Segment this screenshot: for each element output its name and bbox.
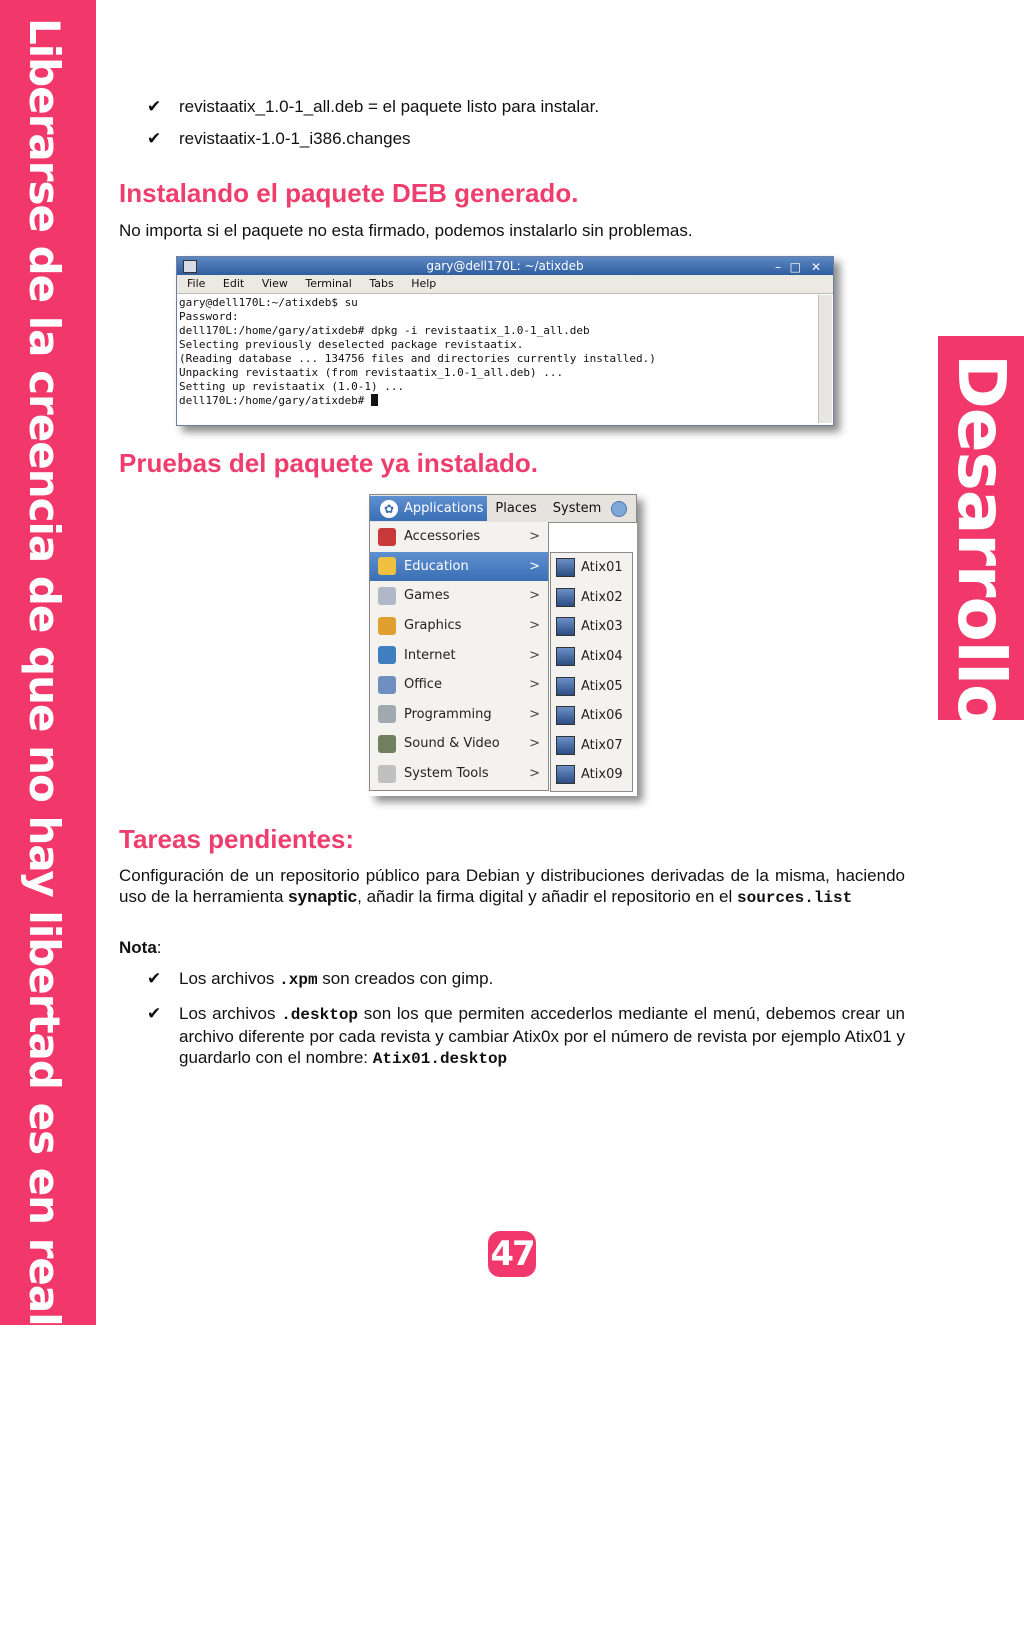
- menu-item-label: System Tools: [404, 766, 489, 782]
- terminal-menubar: [177, 275, 833, 294]
- menu-item-programming[interactable]: [370, 700, 548, 730]
- menu-item-system-tools[interactable]: [370, 759, 548, 789]
- list-item-text: revistaatix_1.0-1_all.deb = el paquete listo para instalar.: [179, 97, 600, 116]
- nota-line: [119, 937, 162, 958]
- nota-check-list: [119, 968, 905, 1070]
- menu-edit[interactable]: Edit: [222, 277, 245, 290]
- nota-label: Nota: [119, 938, 157, 957]
- system-menu-button[interactable]: System: [552, 501, 602, 516]
- terminal-output[interactable]: [177, 294, 833, 408]
- magazine-icon: [556, 677, 575, 696]
- menu-item-label: Internet: [404, 647, 456, 663]
- terminal-title: gary@dell170L: ~/atixdeb: [426, 259, 584, 273]
- terminal-icon: [183, 260, 197, 273]
- menu-file[interactable]: File: [187, 277, 206, 290]
- submenu-item-label: Atix03: [581, 619, 623, 635]
- menu-item-label: Graphics: [404, 618, 462, 634]
- section-tab-label: Desarrollo: [943, 354, 1020, 729]
- magazine-icon: [556, 706, 575, 725]
- vertical-quote: Liberarse de la creencia de que no hay libertad es en realidad ser libre: [20, 18, 69, 1626]
- magazine-icon: [556, 617, 575, 636]
- pending-text-2: , añadir la firma digital y añadir el repositorio en el: [357, 887, 738, 906]
- submenu-item[interactable]: [551, 642, 632, 672]
- chevron-right-icon: >: [529, 588, 540, 604]
- programming-icon: [378, 705, 396, 723]
- graphics-icon: [378, 617, 396, 635]
- menu-item-accessories[interactable]: [370, 522, 548, 552]
- submenu-item-label: Atix07: [581, 737, 623, 753]
- submenu-item[interactable]: [551, 583, 632, 613]
- menu-item-sound-video[interactable]: [370, 729, 548, 759]
- close-icon[interactable]: ✕: [810, 260, 821, 274]
- sources-list-term: sources.list: [737, 889, 853, 907]
- submenu-item[interactable]: [551, 731, 632, 761]
- list-item: [119, 968, 905, 991]
- chevron-right-icon: >: [529, 529, 540, 545]
- gnome-menu: [369, 494, 637, 796]
- heading-tests: Pruebas del paquete ya instalado.: [119, 448, 539, 478]
- gnome-panel: [369, 494, 637, 523]
- submenu-item-label: Atix01: [581, 560, 623, 576]
- top-check-list: [119, 96, 819, 149]
- menu-item-label: Accessories: [404, 529, 481, 545]
- terminal-window: [176, 256, 834, 426]
- menu-item-label: Office: [404, 677, 442, 693]
- magazine-icon: [556, 647, 575, 666]
- checkmark-icon: ✔: [147, 129, 162, 148]
- menu-item-office[interactable]: [370, 670, 548, 700]
- nota-colon: :: [156, 938, 162, 957]
- terminal-line: dell170L:/home/gary/atixdeb# dpkg -i revistaatix_1.0-1_all.deb: [179, 324, 590, 337]
- terminal-line: (Reading database ... 134756 files and directories currently installed.): [179, 352, 656, 365]
- chevron-right-icon: >: [529, 766, 540, 782]
- terminal-line: Selecting previously deselected package revistaatix.: [179, 338, 524, 351]
- menu-help[interactable]: Help: [411, 277, 437, 290]
- cursor: [371, 394, 378, 406]
- applications-menu-button[interactable]: [370, 496, 487, 521]
- heading-pending: Tareas pendientes:: [119, 824, 355, 854]
- submenu-item-label: Atix06: [581, 708, 623, 724]
- checkmark-icon: ✔: [147, 1004, 162, 1023]
- chevron-right-icon: >: [529, 706, 540, 722]
- menu-item-education[interactable]: [370, 552, 548, 582]
- games-icon: [378, 587, 396, 605]
- submenu-item-label: Atix02: [581, 589, 623, 605]
- menu-item-label: Education: [404, 558, 469, 574]
- bullet-text: son creados con gimp.: [317, 969, 494, 988]
- places-menu-button[interactable]: Places: [495, 501, 537, 516]
- submenu-item[interactable]: [551, 760, 632, 790]
- list-item: [119, 1003, 905, 1070]
- install-paragraph: No importa si el paquete no esta firmado, podemos instalarlo sin problemas.: [119, 221, 693, 240]
- checkmark-icon: ✔: [147, 97, 162, 116]
- section-tab: [938, 336, 1024, 729]
- magazine-icon: [556, 558, 575, 577]
- terminal-line: Password:: [179, 310, 239, 323]
- submenu-item[interactable]: [551, 701, 632, 731]
- menu-view[interactable]: View: [261, 277, 288, 290]
- applications-category-list: [369, 522, 549, 791]
- sound-video-icon: [378, 735, 396, 753]
- synaptic-term: synaptic: [288, 887, 358, 906]
- menu-item-graphics[interactable]: [370, 611, 548, 641]
- pending-text-1: Configuración de un repositorio público para Debian y distribuciones derivadas de la misma, haciendo uso de la herramienta: [119, 866, 905, 906]
- education-icon: [378, 557, 396, 575]
- magazine-icon: [556, 736, 575, 755]
- terminal-line: Unpacking revistaatix (from revistaatix_1.0-1_all.deb) ...: [179, 366, 564, 379]
- chevron-right-icon: >: [529, 558, 540, 574]
- gnome-foot-icon: ✿: [380, 500, 398, 518]
- terminal-line: Setting up revistaatix (1.0-1) ...: [179, 380, 405, 393]
- page-number: 47: [488, 1231, 536, 1277]
- terminal-line: dell170L:/home/gary/atixdeb#: [179, 394, 372, 407]
- chevron-right-icon: >: [529, 677, 540, 693]
- left-sidebar: [0, 0, 96, 1626]
- submenu-item-label: Atix09: [581, 767, 623, 783]
- magazine-icon: [556, 765, 575, 784]
- menu-item-label: Sound & Video: [404, 736, 500, 752]
- education-submenu: [550, 552, 633, 792]
- bullet-text: Los archivos: [179, 969, 280, 988]
- chevron-right-icon: >: [529, 647, 540, 663]
- bullet-text: son los que permiten accederlos mediante el menú, debemos crear un archivo diferente por cada revista y cambiar Atix0x por el número de revista por ejemplo Atix01 y guardarlo con el nombre:: [179, 1004, 905, 1067]
- list-item-text: revistaatix-1.0-1_i386.changes: [179, 129, 411, 148]
- desktop-filename: Atix01.desktop: [372, 1050, 508, 1068]
- scissors-icon: [378, 528, 396, 546]
- heading-install: Instalando el paquete DEB generado.: [119, 178, 579, 208]
- submenu-item-label: Atix05: [581, 678, 623, 694]
- xpm-term: .xpm: [279, 971, 318, 989]
- globe-icon: [378, 646, 396, 664]
- list-item: [119, 96, 819, 117]
- menu-item-internet[interactable]: [370, 640, 548, 670]
- minimize-icon[interactable]: –: [775, 260, 781, 274]
- maximize-icon[interactable]: □: [789, 260, 801, 274]
- terminal-titlebar: [177, 257, 833, 275]
- menu-tabs[interactable]: Tabs: [369, 277, 394, 290]
- menu-item-label: Games: [404, 588, 450, 604]
- submenu-item[interactable]: [551, 553, 632, 583]
- applications-label: Applications: [404, 501, 484, 516]
- bullet-text: Los archivos: [179, 1004, 282, 1023]
- submenu-item[interactable]: [551, 612, 632, 642]
- terminal-line: gary@dell170L:~/atixdeb$ su: [179, 296, 358, 309]
- menu-terminal[interactable]: Terminal: [305, 277, 352, 290]
- submenu-item-label: Atix04: [581, 649, 623, 665]
- checkmark-icon: ✔: [147, 969, 162, 988]
- office-icon: [378, 676, 396, 694]
- network-icon: [611, 501, 627, 517]
- system-tools-icon: [378, 765, 396, 783]
- magazine-icon: [556, 588, 575, 607]
- pending-paragraph: [119, 865, 905, 909]
- chevron-right-icon: >: [529, 618, 540, 634]
- menu-item-games[interactable]: [370, 581, 548, 611]
- desktop-term: .desktop: [281, 1006, 359, 1024]
- submenu-item[interactable]: [551, 671, 632, 701]
- terminal-scrollbar[interactable]: [818, 295, 832, 423]
- list-item: [119, 128, 819, 149]
- chevron-right-icon: >: [529, 736, 540, 752]
- menu-item-label: Programming: [404, 706, 492, 722]
